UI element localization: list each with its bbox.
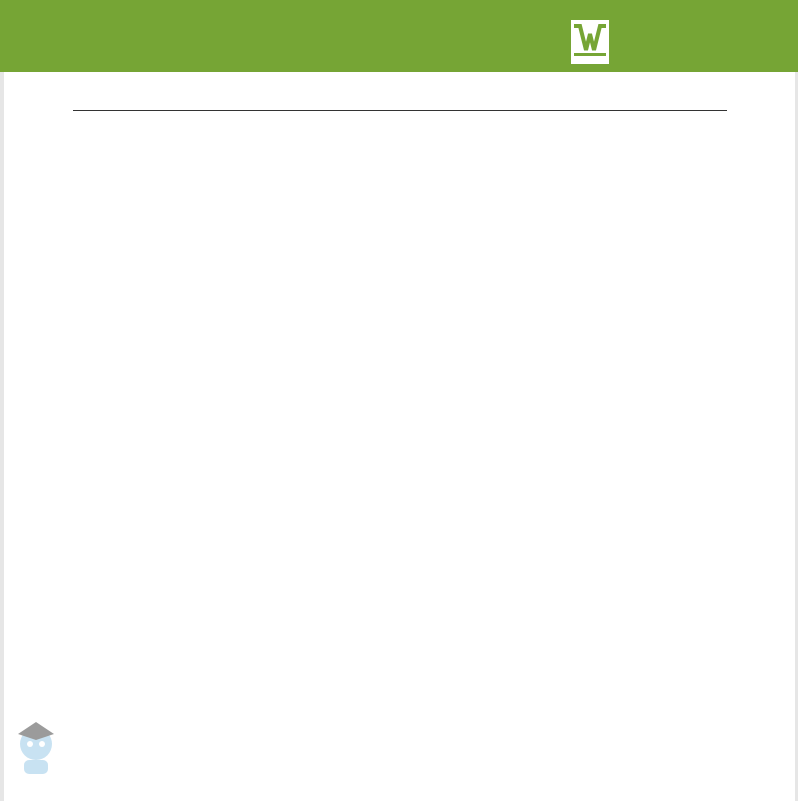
table-row: [73, 80, 727, 111]
page-header: [0, 0, 798, 72]
page-edge-left: [0, 72, 4, 801]
mascot-icon: [8, 718, 68, 778]
logo-mark-icon: [571, 20, 609, 64]
row-value: [73, 80, 347, 95]
watermark: [8, 718, 138, 790]
spec-table: [73, 80, 727, 111]
logo-mark: [571, 20, 609, 64]
